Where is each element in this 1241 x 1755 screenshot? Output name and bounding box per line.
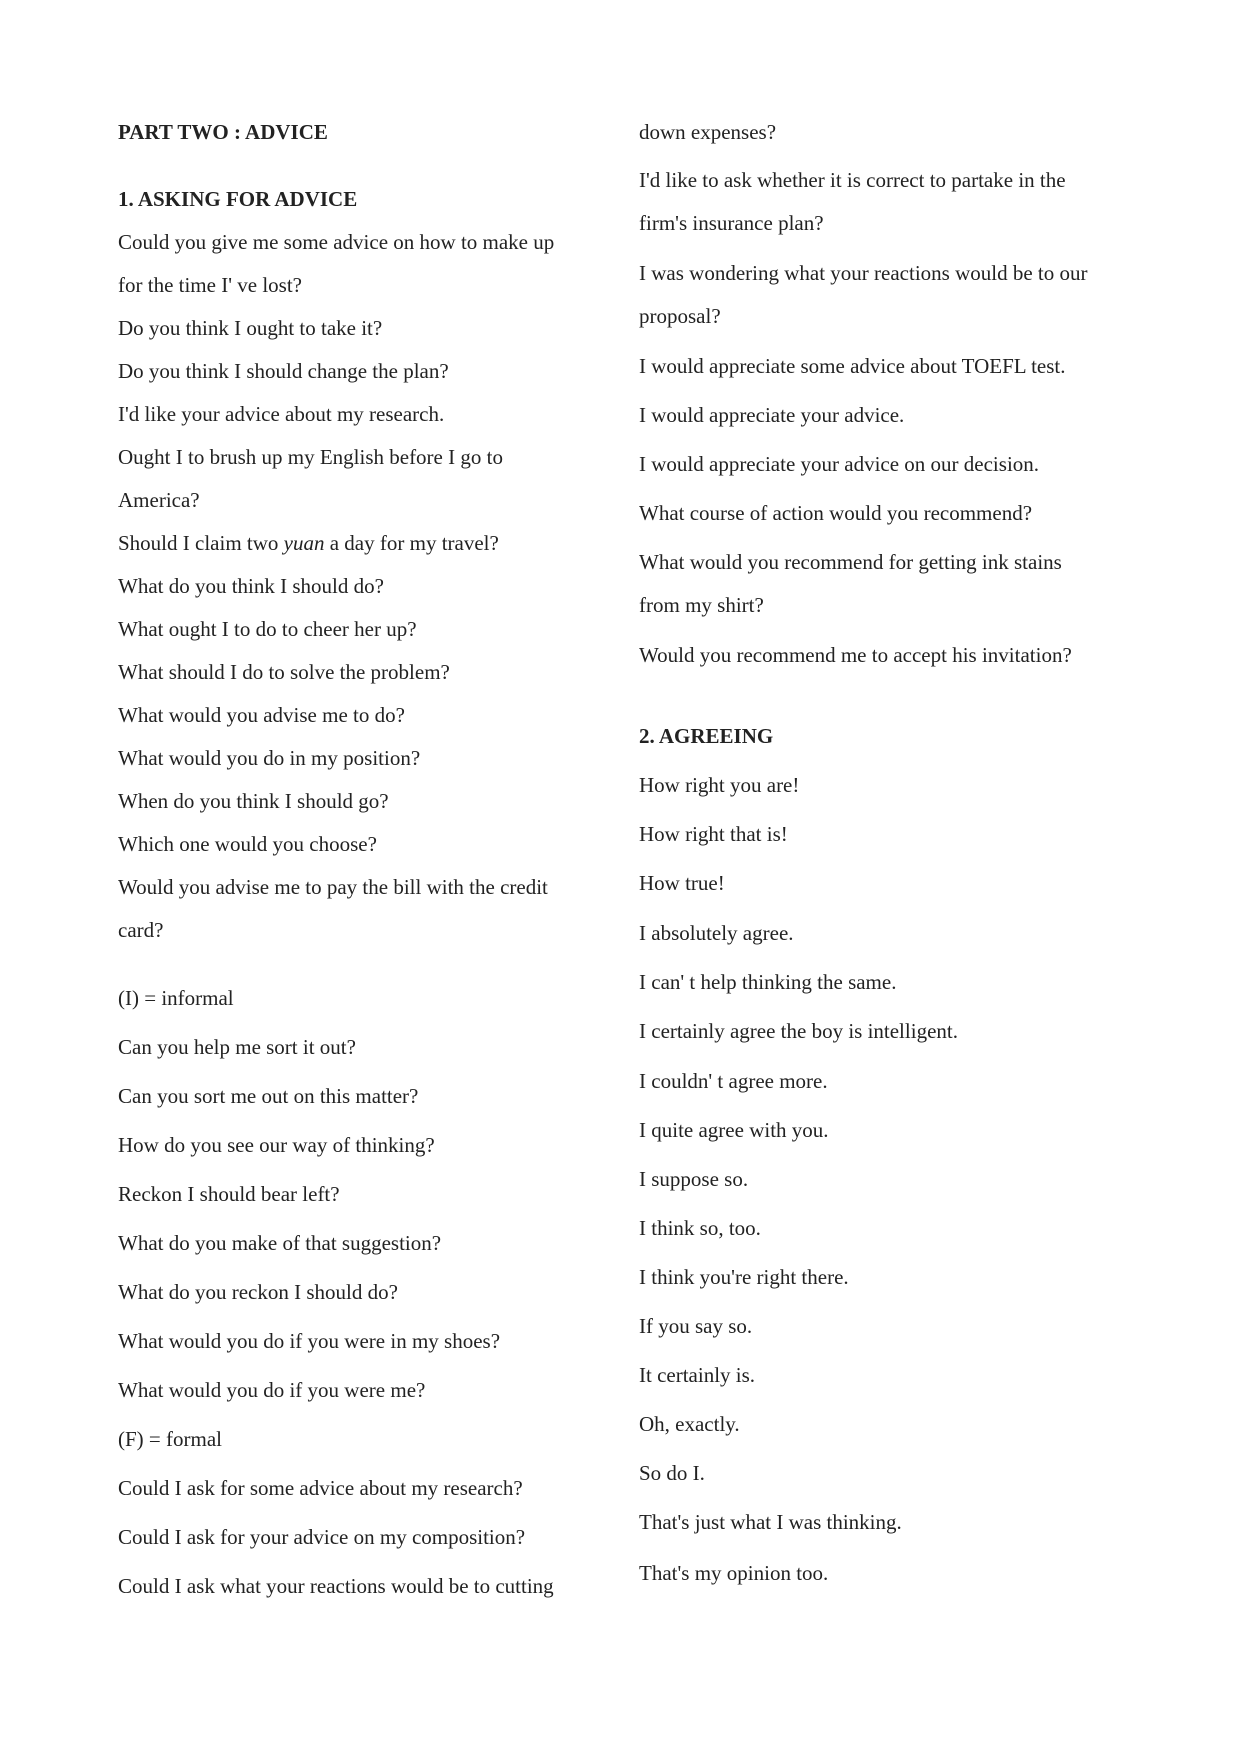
formal-line: Would you recommend me to accept his invitation? <box>639 643 1072 667</box>
informal-line: How do you see our way of thinking? <box>118 1133 435 1157</box>
formal-line: I would appreciate your advice on our decision. <box>639 452 1040 476</box>
advice-line: America? <box>118 488 200 512</box>
informal-line: Reckon I should bear left? <box>118 1182 340 1206</box>
informal-label: (I) = informal <box>118 986 234 1010</box>
advice-line: What ought I to do to cheer her up? <box>118 617 417 641</box>
part-title: PART TWO : ADVICE <box>118 120 328 144</box>
agree-line: That's just what I was thinking. <box>639 1510 902 1534</box>
advice-line: What would you do in my position? <box>118 746 421 770</box>
formal-line: I'd like to ask whether it is correct to partake in the <box>639 168 1066 192</box>
agree-line: I quite agree with you. <box>639 1118 829 1142</box>
formal-line: Could I ask for some advice about my research? <box>118 1476 523 1500</box>
agree-line: I can' t help thinking the same. <box>639 970 897 994</box>
section-heading-asking-for-advice: 1. ASKING FOR ADVICE <box>118 187 358 211</box>
advice-line: When do you think I should go? <box>118 789 389 813</box>
formal-line: What course of action would you recommend? <box>639 501 1033 525</box>
advice-line: What would you advise me to do? <box>118 703 405 727</box>
agree-line: Oh, exactly. <box>639 1412 740 1436</box>
informal-line: Can you help me sort it out? <box>118 1035 356 1059</box>
advice-line-yuan <box>118 533 499 554</box>
advice-line-yuan-end: a day for my travel? <box>324 531 499 555</box>
yuan-word: yuan <box>283 531 325 555</box>
advice-line: card? <box>118 918 164 942</box>
informal-line: What do you reckon I should do? <box>118 1280 398 1304</box>
formal-line: What would you recommend for getting ink stains <box>639 550 1062 574</box>
agree-line: How true! <box>639 871 725 895</box>
advice-line: Could you give me some advice on how to make up <box>118 230 555 254</box>
formal-label: (F) = formal <box>118 1427 222 1451</box>
advice-line: Would you advise me to pay the bill with the credit <box>118 875 548 899</box>
agree-line: So do I. <box>639 1461 705 1485</box>
agree-line: I certainly agree the boy is intelligent. <box>639 1019 958 1043</box>
informal-line: What do you make of that suggestion? <box>118 1231 442 1255</box>
formal-line: firm's insurance plan? <box>639 211 824 235</box>
formal-line: from my shirt? <box>639 593 764 617</box>
agree-line: I think so, too. <box>639 1216 761 1240</box>
advice-line: for the time I' ve lost? <box>118 273 302 297</box>
formal-line: down expenses? <box>639 120 777 144</box>
agree-line: How right that is! <box>639 822 788 846</box>
agree-line: It certainly is. <box>639 1363 756 1387</box>
agree-line: I absolutely agree. <box>639 921 794 945</box>
formal-line: I was wondering what your reactions would be to our <box>639 261 1088 285</box>
formal-line: Could I ask what your reactions would be to cutting <box>118 1574 554 1598</box>
advice-line: Which one would you choose? <box>118 832 377 856</box>
agree-line: I think you're right there. <box>639 1265 849 1289</box>
advice-line: What should I do to solve the problem? <box>118 660 450 684</box>
section-heading-agreeing: 2. AGREEING <box>639 724 774 748</box>
agree-line: I suppose so. <box>639 1167 749 1191</box>
advice-line: What do you think I should do? <box>118 574 384 598</box>
informal-line: What would you do if you were me? <box>118 1378 426 1402</box>
agree-line: That's my opinion too. <box>639 1561 829 1585</box>
formal-line: proposal? <box>639 304 721 328</box>
agree-line: I couldn' t agree more. <box>639 1069 828 1093</box>
advice-line: Ought I to brush up my English before I go to <box>118 445 503 469</box>
formal-line: Could I ask for your advice on my composition? <box>118 1525 526 1549</box>
informal-line: What would you do if you were in my shoes? <box>118 1329 501 1353</box>
advice-line: I'd like your advice about my research. <box>118 402 445 426</box>
agree-line: If you say so. <box>639 1314 753 1338</box>
agree-line: How right you are! <box>639 773 800 797</box>
informal-line: Can you sort me out on this matter? <box>118 1084 419 1108</box>
formal-line: I would appreciate your advice. <box>639 403 905 427</box>
formal-line: I would appreciate some advice about TOEFL test. <box>639 354 1066 378</box>
advice-line: Do you think I ought to take it? <box>118 316 383 340</box>
advice-line: Do you think I should change the plan? <box>118 359 449 383</box>
advice-line-yuan-start: Should I claim two <box>118 531 284 555</box>
